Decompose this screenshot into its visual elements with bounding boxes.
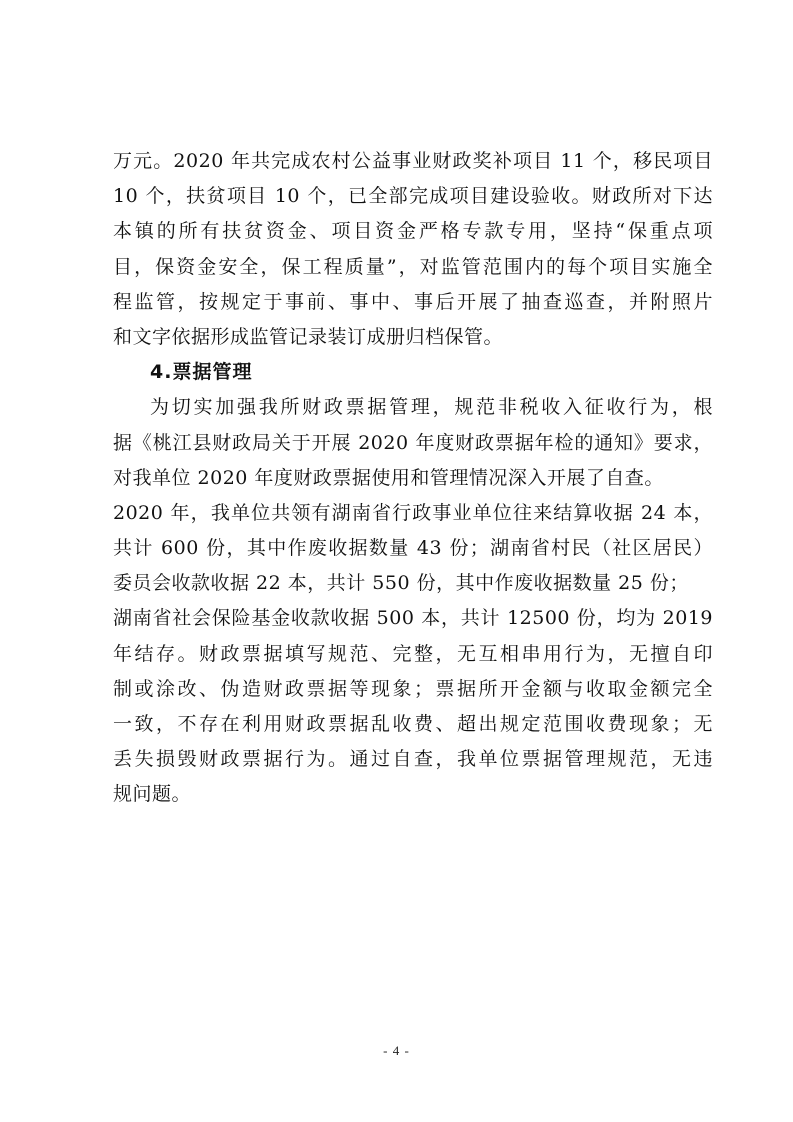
paragraph-line: 湖南省社会保险基金收款收据 500 本，共计 12500 份，均为 2019 [113, 607, 713, 630]
paragraph-line: 10 个，扶贫项目 10 个，已全部完成项目建设验收。财政所对下达 [113, 185, 713, 208]
paragraph-line: 规问题。 [113, 783, 192, 806]
paragraph-line: 2020 年，我单位共领有湖南省行政事业单位往来结算收据 24 本， [113, 501, 713, 524]
page-number: - 4 - [383, 1043, 410, 1058]
document-body [113, 144, 713, 813]
paragraph-line: 年结存。财政票据填写规范、完整，无互相串用行为，无擅自印 [113, 642, 713, 665]
paragraph-line: 万元。2020 年共完成农村公益事业财政奖补项目 11 个，移民项目 [113, 150, 713, 172]
paragraph-first-line: 为切实加强我所财政票据管理，规范非税收入征收行为，根 [150, 396, 713, 419]
paragraph-line: 一致，不存在利用财政票据乱收费、超出规定范围收费现象；无 [113, 713, 713, 735]
paragraph-line: 制或涂改、伪造财政票据等现象；票据所开金额与收取金额完全 [113, 677, 713, 700]
paragraph-line: 目，保资金安全，保工程质量”，对监管范围内的每个项目实施全 [113, 255, 713, 278]
paragraph-line: 共计 600 份，其中作废收据数量 43 份；湖南省村民（社区居民） [113, 537, 713, 560]
paragraph-line: 委员会收款收据 22 本，共计 550 份，其中作废收据数量 25 份； [113, 572, 689, 595]
paragraph-line: 程监管，按规定于事前、事中、事后开展了抽查巡查，并附照片 [113, 290, 713, 313]
paragraph-line: 据《桃江县财政局关于开展 2020 年度财政票据年检的通知》要求， [113, 431, 713, 454]
paragraph-line: 和文字依据形成监管记录装订成册归档保管。 [113, 325, 504, 348]
section-heading: 4.票据管理 [150, 361, 253, 384]
paragraph-line: 对我单位 2020 年度财政票据使用和管理情况深入开展了自查。 [113, 466, 664, 489]
paragraph-line: 本镇的所有扶贫资金、项目资金严格专款专用，坚持“保重点项 [113, 220, 713, 243]
paragraph-line: 丢失损毁财政票据行为。通过自查，我单位票据管理规范，无违 [113, 748, 713, 771]
